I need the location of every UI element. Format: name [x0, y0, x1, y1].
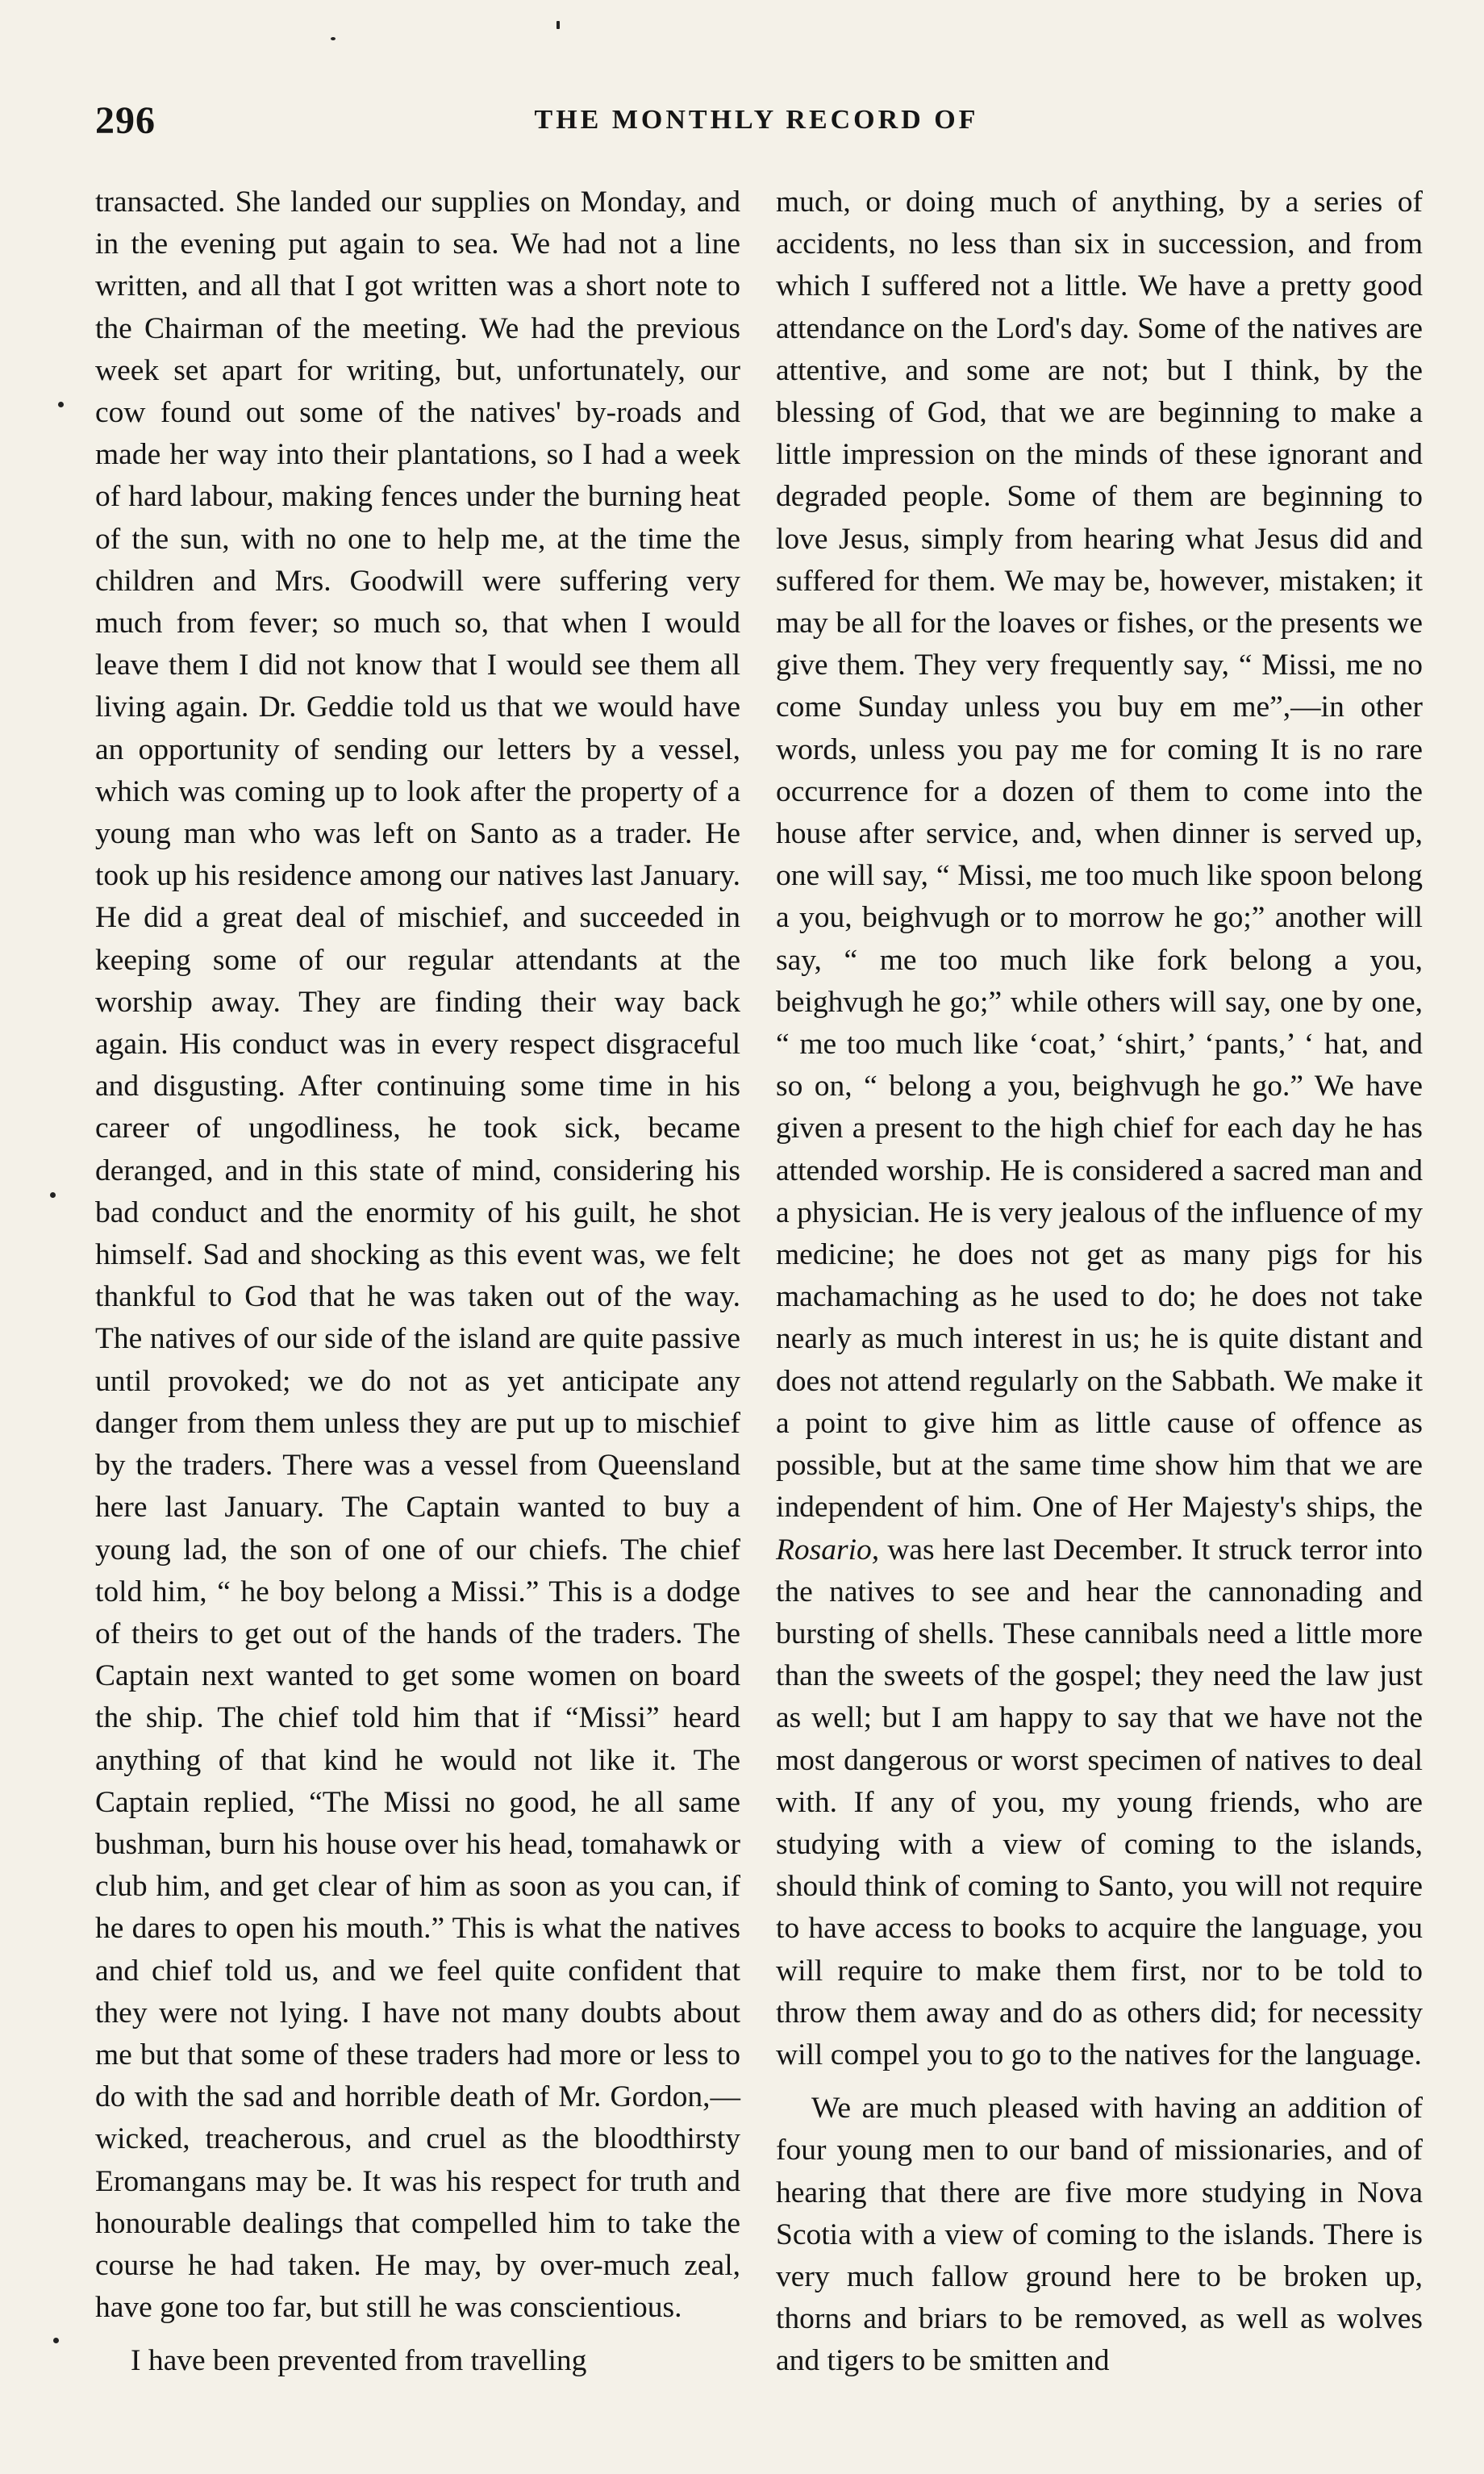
paragraph — [776, 181, 1423, 2076]
page-number: 296 — [95, 99, 156, 142]
right-column — [776, 181, 1423, 2383]
ink-speck — [331, 37, 336, 40]
paragraph: I have been prevented from travelling — [131, 2344, 587, 2378]
ink-speck — [53, 2338, 59, 2343]
ship-name: Rosario, — [776, 1533, 880, 1567]
ink-speck — [50, 1192, 56, 1198]
paragraph: transacted. She landed our supplies on Monday, and in the evening put again to sea. We had not a line written, and all that I got written was a short note to the Chairman of the meeting. We had the previous week set apart for writing, but, unfortunately, our cow found out some of the natives' by-roads and made her way into their plantations, so I had a week of hard labour, making fences under the burning heat of the sun, with no one to help me, at the time the children and Mrs. Goodwill were suffering very much from fever; so much so, that when I would leave them I did not know that I would see them all living again. Dr. Geddie told us that we would have an opportunity of sending our letters by a vessel, which was coming up to look after the property of a young man who was left on Santo as a trader. He took up his residence among our natives last January. He did a great deal of mischief, and succeeded in keeping some of our regular attendants at the worship away. They are finding their way back again. His conduct was in every respect disgraceful and disgusting. After continuing some time in his career of ungodliness, he took sick, became deranged, and in this state of mind, considering his bad conduct and the enormity of his guilt, he shot himself. Sad and shocking as this event was, we felt thankful to God that he was taken out of the way. The natives of our side of the island are quite passive until provoked; we do not as yet anticipate any danger from them unless they are put up to mischief by the traders. There was a vessel from Queensland here last January. The Captain wanted to buy a young lad, the son of one of our chiefs. The chief told him, “ he boy belong a Missi.” This is a dodge of theirs to get out of the hands of the traders. The Captain next wanted to get some women on board the ship. The chief told him that if “Missi” heard anything of that kind he would not like it. The Captain replied, “The Missi no good, he all same bushman, burn his house over his head, tomahawk or club him, and get clear of him as soon as you can, if he dares to open his mouth.” This is what the natives and chief told us, and we feel quite confident that they were not lying. I have not many doubts about me but that some of these traders had more or less to do with the sad and horrible death of Mr. Gordon,—wicked, treacherous, and cruel as the bloodthirsty Eromangans may be. It was his respect for truth and honourable dealings that compelled him to take the course he had taken. He may, by over-much zeal, have gone too far, but still he was conscientious. — [95, 186, 740, 2325]
running-head: THE MONTHLY RECORD OF — [534, 105, 979, 135]
paragraph-text: much, or doing much of anything, by a series of accidents, no less than six in succession, and from which I suffered not a little. We have a pretty good attendance on the Lord's day. Some of the natives are attentive, and some are not; but I think, by the blessing of God, that we are beginning to make a little impression on the minds of these ignorant and degraded people. Some of them are beginning to love Jesus, simply from hearing what Jesus did and suffered for them. We may be, however, mistaken; it may be all for the loaves or fishes, or the presents we give them. They very frequently say, “ Missi, me no come Sunday unless you buy em me”,—in other words, unless you pay me for coming It is no rare occurrence for a dozen of them to come into the house after service, and, when dinner is served up, one will say, “ Missi, me too much like spoon belong a you, beighvugh or to morrow he go;” another will say, “ me too much like fork belong a you, beighvugh he go;” while others will say, one by one, “ me too much like ‘coat,’ ‘shirt,’ ‘pants,’ ‘ hat, and so on, “ belong a you, beighvugh he go.” We have given a present to the high chief for each day he has attended worship. He is considered a sacred man and a physician. He is very jealous of the influence of my medicine; he does not get as many pigs for his machamaching as he used to do; he does not take nearly as much interest in us; he is quite distant and does not attend regularly on the Sabbath. We make it a point to give him as little cause of offence as possible, but at the same time show him that we are independent of him. One of Her Majesty's ships, the — [776, 186, 1423, 1525]
ink-speck — [58, 402, 64, 407]
paragraph-text: was here last December. It struck terror into the natives to see and hear the cannonading and bursting of shells. These cannibals need a little more than the sweets of the gospel; they need the law just as well; but I am happy to say that we have not the most dangerous or worst specimen of natives to deal with. If any of you, my young friends, who are studying with a view of coming to the islands, should think of coming to Santo, you will not require to have access to books to acquire the language, you will require to make them first, nor to be told to throw them away and do as others did; for necessity will compel you to go to the natives for the language. — [776, 1533, 1423, 2071]
left-column — [95, 181, 740, 2383]
ink-speck — [556, 21, 560, 29]
paragraph: We are much pleased with having an addition of four young men to our band of missionaries, and of hearing that there are five more studying in Nova Scotia with a view of coming to the islands. There is very much fallow ground here to be broken up, thorns and briars to be removed, as well as wolves and tigers to be smitten and — [776, 2092, 1423, 2378]
page-header — [95, 98, 1418, 155]
